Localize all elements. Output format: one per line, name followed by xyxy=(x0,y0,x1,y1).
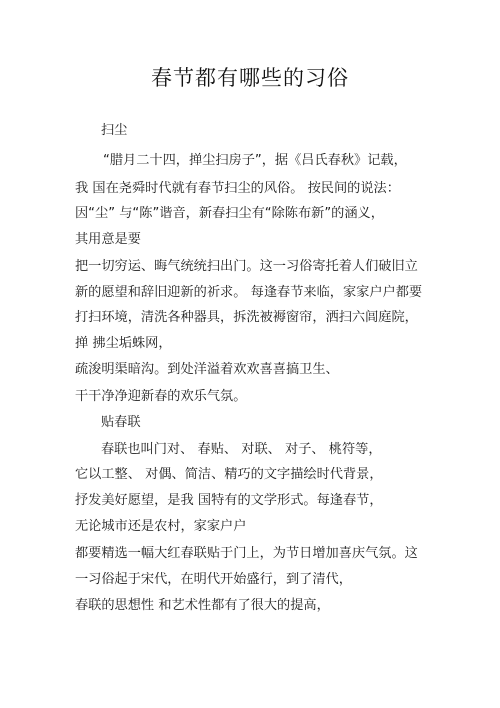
text-line: 打扫环境，清洗各种器具，拆洗被褥窗帘，洒扫六闾庭院， xyxy=(75,310,418,325)
text-line: 因“尘” 与“陈”谐音，新春扫尘有“除陈布新”的涵义， xyxy=(75,206,384,221)
text-line: 我 国在尧舜时代就有春节扫尘的风俗。 按民间的说法： xyxy=(75,181,400,196)
text-line: 其用意是要 xyxy=(75,232,141,247)
text-line: 它以工整、 对偶、简洁、精巧的文字描绘时代背景， xyxy=(75,467,383,482)
text-line: 春联的思想性 和艺术性都有了很大的提高， xyxy=(75,598,330,613)
text-line: 都要精选一幅大红春联贴于门上，为节日增加喜庆气氛。这 xyxy=(75,546,418,561)
text-line: 一习俗起于宋代，在明代开始盛行，到了清代， xyxy=(75,572,352,587)
section-heading-couplets: 贴春联 xyxy=(101,415,141,430)
text-line: 新的愿望和辞旧迎新的祈求。 每逢春节来临，家家户户都要 xyxy=(75,285,423,300)
text-line: 抒发美好愿望，是我 国特有的文学形式。每逢春节， xyxy=(75,493,383,508)
text-line: 疏浚明渠暗沟。到处洋溢着欢欢喜喜搞卫生、 xyxy=(75,362,339,377)
section-heading-sweeping: 扫尘 xyxy=(101,123,128,138)
text-line: “腊月二十四，掸尘扫房子”，据《吕氏春秋》记载， xyxy=(103,153,407,168)
text-line: 干干净净迎新春的欢乐气氛。 xyxy=(75,389,247,404)
page-title: 春节都有哪些的习俗 xyxy=(151,66,349,90)
text-line: 无论城市还是农村，家家户户 xyxy=(75,519,247,534)
text-line: 春联也叫门对、 春贴、 对联、 对子、 桃符等， xyxy=(101,442,382,457)
text-line: 掸 拂尘垢蛛网， xyxy=(75,336,172,351)
text-line: 把一切穷运、晦气统统扫出门。这一习俗寄托着人们破旧立 xyxy=(75,259,418,274)
